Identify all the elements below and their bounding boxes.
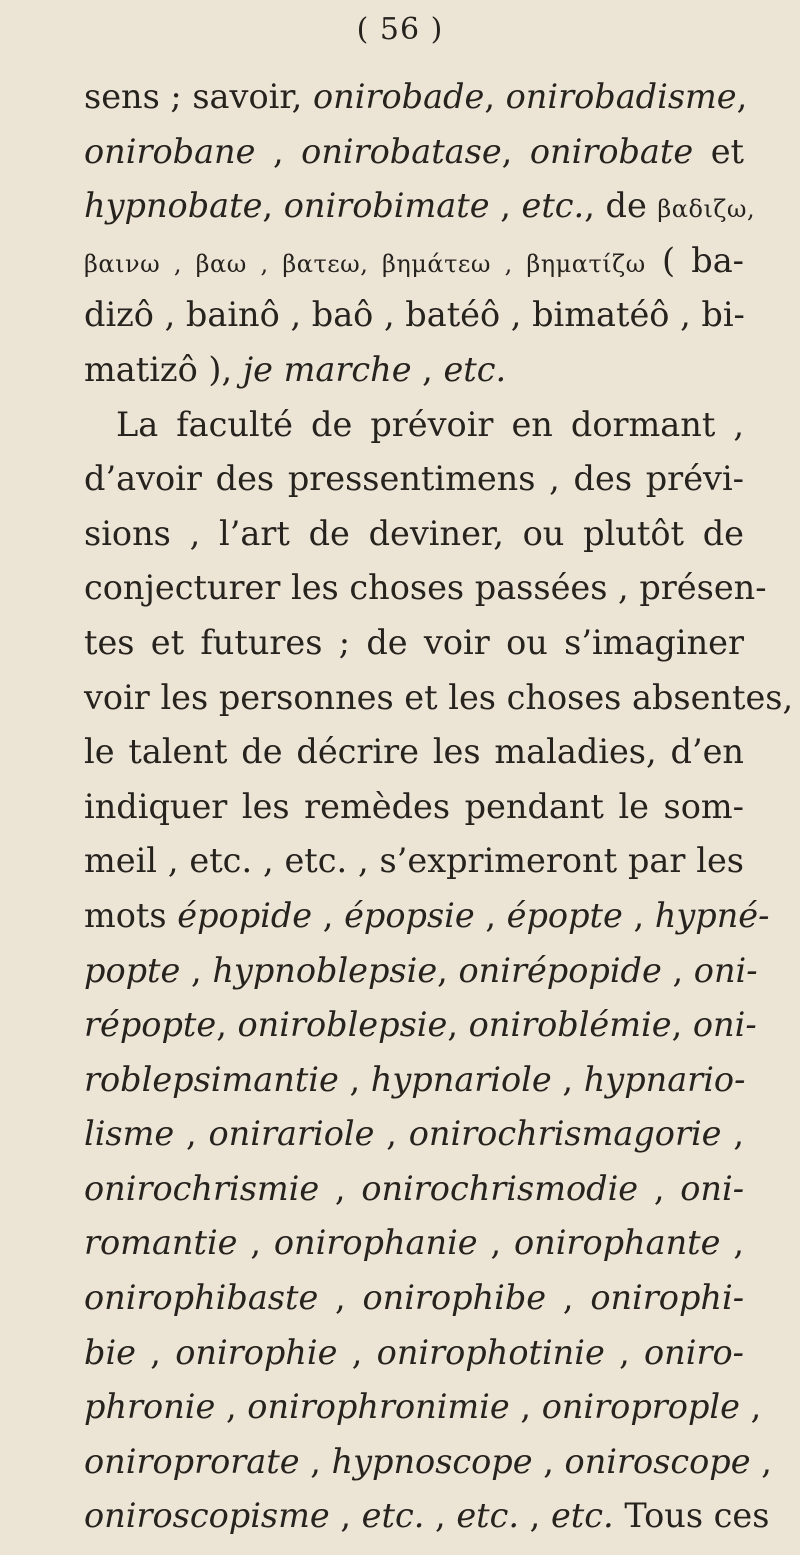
text-run: , xyxy=(721,1114,744,1154)
italic-term: onirobatase xyxy=(301,131,502,171)
italic-term: oni- xyxy=(692,1005,757,1045)
text-line xyxy=(84,998,757,1053)
text-run: , xyxy=(509,1387,542,1427)
text-run: , xyxy=(501,131,530,171)
italic-term: épopide xyxy=(177,895,313,935)
italic-term: onirariole xyxy=(208,1114,375,1154)
greek-word: βαινω , βαω , βατεω, βημάτεω , βηματίζω xyxy=(84,249,646,278)
text-run: , xyxy=(338,1059,371,1099)
italic-term: je marche xyxy=(242,349,412,389)
text-run: , xyxy=(337,1332,377,1372)
text-line xyxy=(84,1271,744,1326)
italic-term: oni- xyxy=(680,1168,745,1208)
text-run: sions , l’art de deviner, ou plutôt de xyxy=(84,513,744,553)
text-run: , xyxy=(299,1441,332,1481)
text-line xyxy=(84,671,794,726)
text-run: La faculté de prévoir en dormant , xyxy=(116,404,744,444)
italic-term: onirophie xyxy=(175,1332,338,1372)
text-line xyxy=(84,398,744,453)
italic-term: onirépopide xyxy=(458,950,662,990)
text-run: , xyxy=(484,77,506,116)
italic-term: onirophibaste xyxy=(84,1278,319,1318)
italic-term: oni- xyxy=(693,950,758,990)
text-line xyxy=(84,125,744,180)
text-run: , xyxy=(474,895,507,935)
italic-term: oniroscope xyxy=(564,1441,751,1481)
italic-term: onirophotinie xyxy=(376,1332,605,1372)
italic-term: hypnoblepsie xyxy=(212,950,438,990)
text-run: , xyxy=(532,1441,565,1481)
text-run: , xyxy=(437,950,459,990)
text-run: dizô , bainô , baô , batéô , bimatéô , bi- xyxy=(84,295,745,335)
text-run: indiquer les remèdes pendant le som- xyxy=(84,786,744,826)
text-line xyxy=(84,70,748,125)
text-run: , xyxy=(638,1168,681,1208)
italic-term: épopsie xyxy=(344,895,475,935)
text-line xyxy=(84,1216,744,1271)
body-text xyxy=(84,70,794,1544)
text-run: , xyxy=(720,1223,744,1263)
text-line xyxy=(84,452,744,507)
text-run: , xyxy=(489,186,522,226)
italic-term: oniroprorate xyxy=(84,1441,300,1481)
italic-term: onirochrismodie xyxy=(361,1168,639,1208)
italic-term: roblepsimantie xyxy=(84,1059,339,1099)
text-line xyxy=(84,1380,762,1435)
italic-term: répopte xyxy=(84,1005,217,1045)
italic-term: etc. xyxy=(443,349,507,389)
italic-term: etc. xyxy=(521,186,585,226)
text-line xyxy=(84,561,767,616)
text-line xyxy=(84,288,744,343)
italic-term: onirochrismie xyxy=(84,1168,320,1208)
text-run: ( ba- xyxy=(645,240,744,280)
text-run: tes et futures ; de voir ou s’imaginer xyxy=(84,622,744,662)
text-run: , xyxy=(318,1278,363,1318)
italic-term: onirophronimie xyxy=(247,1387,510,1427)
text-line xyxy=(84,889,770,944)
greek-word: βαδιζω, xyxy=(657,195,756,224)
text-run: , xyxy=(477,1223,514,1263)
text-run: , xyxy=(546,1278,591,1318)
italic-term: hypné- xyxy=(654,895,770,935)
text-line xyxy=(84,1162,744,1217)
text-line xyxy=(84,1435,772,1490)
text-run: conjecturer les choses passées , présen- xyxy=(84,568,767,608)
italic-term: onirobane xyxy=(84,131,256,171)
italic-term: lisme xyxy=(84,1114,175,1154)
italic-term: onirochrismagorie xyxy=(408,1114,722,1154)
text-run: , xyxy=(135,1332,176,1372)
text-run: , xyxy=(604,1332,645,1372)
text-run: , xyxy=(661,950,694,990)
text-run: , xyxy=(262,186,284,226)
text-line xyxy=(84,343,744,398)
italic-term: onirobimate xyxy=(283,186,490,226)
text-run: d’avoir des pressentimens , des prévi- xyxy=(84,459,744,499)
text-run: le talent de décrire les maladies, d’en xyxy=(84,732,744,772)
text-run: , xyxy=(447,1005,469,1045)
italic-term: onirophibe xyxy=(362,1278,547,1318)
italic-term: etc. xyxy=(456,1496,520,1536)
text-run: , xyxy=(671,1005,693,1045)
text-run: , xyxy=(329,1496,362,1536)
text-line xyxy=(84,507,744,562)
text-run: meil , etc. , etc. , s’exprimeront par les xyxy=(84,841,744,881)
text-run: sens ; savoir, xyxy=(84,77,313,116)
text-run: , xyxy=(622,895,655,935)
italic-term: onirophante xyxy=(513,1223,721,1263)
text-run: , xyxy=(411,349,444,389)
italic-term: oniroblepsie xyxy=(237,1005,448,1045)
text-run: , xyxy=(215,1387,248,1427)
text-run: , xyxy=(739,1387,762,1427)
text-run: , xyxy=(374,1114,409,1154)
text-run: voir les personnes et les choses absentes, xyxy=(84,677,794,717)
text-run: mots xyxy=(84,895,178,935)
text-line xyxy=(84,1326,744,1381)
italic-term: etc. xyxy=(361,1496,425,1536)
page-number: ( 56 ) xyxy=(356,12,444,47)
italic-term: etc. xyxy=(550,1496,614,1536)
text-run: , xyxy=(174,1114,209,1154)
text-line xyxy=(84,179,756,234)
italic-term: onirobade xyxy=(312,77,485,116)
italic-term: popte xyxy=(84,950,181,990)
text-run: , xyxy=(255,131,302,171)
text-run: Tous ces xyxy=(613,1496,770,1536)
text-run: , xyxy=(519,1496,551,1536)
italic-term: oniroscopisme xyxy=(84,1496,330,1536)
text-line xyxy=(84,1053,744,1108)
italic-term: hypnoscope xyxy=(331,1441,533,1481)
text-line xyxy=(84,944,758,999)
text-line xyxy=(84,780,744,835)
italic-term: bie xyxy=(84,1332,136,1372)
text-run: et xyxy=(693,131,745,171)
text-run: , xyxy=(551,1059,584,1099)
text-run: , xyxy=(736,77,748,116)
text-run: , xyxy=(216,1005,238,1045)
italic-term: épopte xyxy=(506,895,623,935)
text-run: , xyxy=(319,1168,362,1208)
italic-term: onirobadisme xyxy=(505,77,737,116)
italic-term: phronie xyxy=(84,1387,216,1427)
text-run: , xyxy=(750,1441,772,1481)
text-line xyxy=(84,1107,744,1162)
text-run: , xyxy=(424,1496,457,1536)
text-run: , xyxy=(180,950,213,990)
text-line xyxy=(84,725,744,780)
text-run: , xyxy=(237,1223,274,1263)
text-run: , de xyxy=(584,186,658,226)
italic-term: oniroprople xyxy=(541,1387,740,1427)
italic-term: romantie xyxy=(84,1223,238,1263)
italic-term: onirophanie xyxy=(273,1223,478,1263)
text-run: matizô ), xyxy=(84,349,243,389)
text-line xyxy=(84,616,744,671)
italic-term: oniro- xyxy=(644,1332,744,1372)
italic-term: oniroblémie xyxy=(468,1005,672,1045)
italic-term: hypnario- xyxy=(583,1059,746,1099)
italic-term: hypnobate xyxy=(84,186,263,226)
italic-term: onirophi- xyxy=(590,1278,745,1318)
italic-term: onirobate xyxy=(529,131,694,171)
text-run: , xyxy=(312,895,345,935)
text-line xyxy=(84,1489,770,1544)
text-line xyxy=(84,834,744,889)
text-line xyxy=(84,234,744,289)
italic-term: hypnariole xyxy=(370,1059,552,1099)
